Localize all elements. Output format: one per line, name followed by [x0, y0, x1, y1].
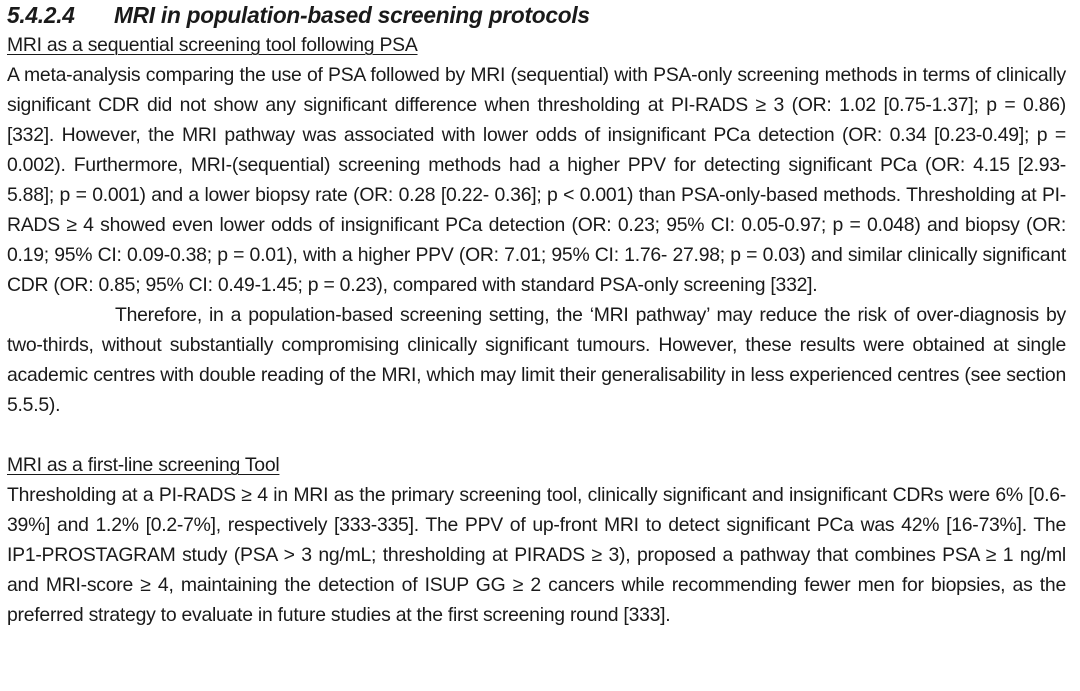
- sequential-paragraph-2: Therefore, in a population-based screening setting, the ‘MRI pathway’ may reduce the risk of over-diagnosis by two-thirds, without substantially compromising clinically significant tumours. However, these results were obtained at single academic centres with double reading of the MRI, which may limit their generalisability in less experienced centres (see section 5.5.5).: [7, 304, 1066, 416]
- sequential-screening-heading: MRI as a sequential screening tool following PSA: [7, 34, 418, 56]
- sequential-paragraph-1: A meta-analysis comparing the use of PSA followed by MRI (sequential) with PSA-only screening methods in terms of clinically significant CDR did not show any significant difference when thresholding at PI-RADS ≥ 3 (OR: 1.02 [0.75-1.37]; p = 0.86) [332]. However, the MRI pathway was associated with lower odds of insignificant PCa detection (OR: 0.34 [0.23-0.49]; p = 0.002). Furthermore, MRI-(sequential) screening methods had a higher PPV for detecting significant PCa (OR: 4.15 [2.93-5.88]; p = 0.001) and a lower biopsy rate (OR: 0.28 [0.22- 0.36]; p < 0.001) than PSA-only-based methods. Thresholding at PI-RADS ≥ 4 showed even lower odds of insignificant PCa detection (OR: 0.23; 95% CI: 0.05-0.97; p = 0.048) and biopsy (OR: 0.19; 95% CI: 0.09-0.38; p = 0.01), with a higher PPV (OR: 7.01; 95% CI: 1.76- 27.98; p = 0.03) and similar clinically significant CDR (OR: 0.85; 95% CI: 0.49-1.45; p = 0.23), compared with standard PSA-only screening [332].: [7, 64, 1066, 296]
- first-line-screening-section: [7, 450, 1066, 630]
- section-heading: [7, 0, 1066, 30]
- sequential-screening-section: [7, 30, 1066, 420]
- paragraph-spacer: [7, 420, 1066, 450]
- first-line-screening-heading: MRI as a first-line screening Tool: [7, 454, 280, 476]
- section-number: 5.4.2.4: [7, 2, 75, 28]
- first-line-paragraph: Thresholding at a PI-RADS ≥ 4 in MRI as the primary screening tool, clinically significant and insignificant CDRs were 6% [0.6-39%] and 1.2% [0.2-7%], respectively [333-335]. The PPV of up-front MRI to detect significant PCa was 42% [16-73%]. The IP1-PROSTAGRAM study (PSA > 3 ng/mL; thresholding at PIRADS ≥ 3), proposed a pathway that combines PSA ≥ 1 ng/ml and MRI-score ≥ 4, maintaining the detection of ISUP GG ≥ 2 cancers while recommending fewer men for biopsies, as the preferred strategy to evaluate in future studies at the first screening round [333].: [7, 484, 1066, 626]
- section-title: MRI in population-based screening protocols: [114, 2, 590, 28]
